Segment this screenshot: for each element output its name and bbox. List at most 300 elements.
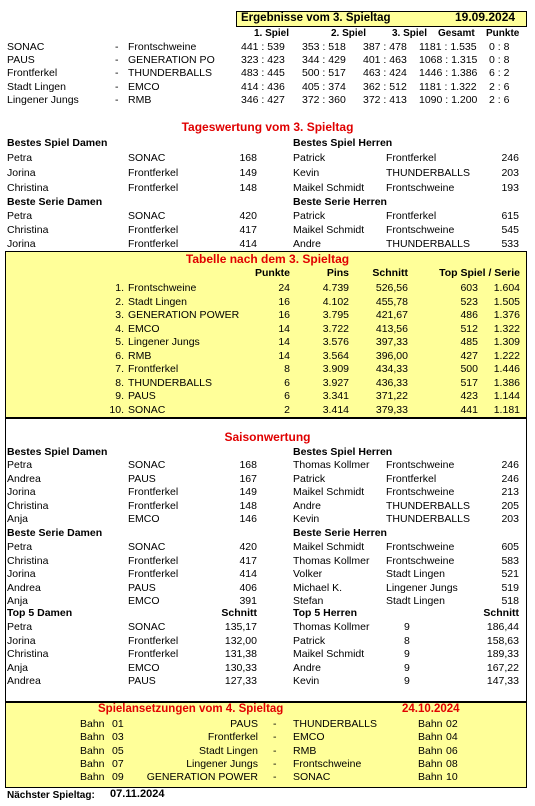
lane-b-label: Bahn bbox=[418, 757, 443, 770]
standing-points: 8 bbox=[284, 363, 290, 375]
result-home-team: PAUS bbox=[7, 54, 35, 67]
person-name: Petra bbox=[7, 459, 33, 471]
saison-spiel-damen-label: Bestes Spiel Damen bbox=[7, 446, 108, 458]
person-value: 205 bbox=[501, 499, 519, 512]
person-team: PAUS bbox=[128, 472, 156, 485]
person-team: Frontferkel bbox=[128, 554, 179, 567]
standing-top-game: 485 bbox=[460, 336, 478, 348]
person-team: THUNDERBALLS bbox=[386, 167, 471, 179]
result-away-team: EMCO bbox=[128, 80, 160, 93]
standing-pins: 3.576 bbox=[322, 336, 349, 348]
person-name: Thomas Kollmer bbox=[293, 459, 370, 471]
result-game2: 344 : 429 bbox=[302, 54, 346, 67]
standing-pins: 3.795 bbox=[322, 309, 349, 321]
person-name: Volker bbox=[293, 568, 323, 580]
result-total: 1090 : 1.200 bbox=[419, 93, 478, 106]
result-points: 2 : 6 bbox=[489, 93, 510, 106]
person-value: 146 bbox=[239, 513, 257, 525]
fixture-separator: - bbox=[273, 744, 277, 757]
person-name: Christina bbox=[7, 554, 49, 567]
person-team: THUNDERBALLS bbox=[386, 238, 471, 250]
person-value: 149 bbox=[239, 167, 257, 179]
standing-top-series: 1.181 bbox=[493, 403, 520, 416]
lane-a-label: Bahn bbox=[80, 731, 105, 744]
person-name: Anja bbox=[7, 595, 29, 607]
person-value: 148 bbox=[239, 499, 257, 512]
standing-top-game: 441 bbox=[460, 403, 478, 416]
saison-serie-herren-label: Beste Serie Herren bbox=[293, 527, 387, 539]
person-team: Frontschweine bbox=[386, 541, 455, 553]
person-team: Frontschweine bbox=[386, 486, 455, 498]
lane-a-label: Bahn bbox=[80, 744, 105, 757]
standing-top-series: 1.386 bbox=[493, 376, 520, 389]
saison-top5-herren-schnitt: Schnitt bbox=[483, 607, 519, 619]
person-value: 132,00 bbox=[224, 634, 257, 647]
standing-rank: 10. bbox=[109, 403, 124, 416]
result-home-team: SONAC bbox=[7, 41, 45, 53]
person-value: 518 bbox=[501, 595, 519, 607]
standing-points: 6 bbox=[284, 376, 290, 389]
person-team: PAUS bbox=[128, 675, 156, 687]
fixture-home-team: GENERATION POWER bbox=[146, 771, 258, 784]
person-name: Patrick bbox=[293, 210, 326, 222]
person-team: EMCO bbox=[128, 513, 160, 525]
person-value: 135,17 bbox=[224, 621, 257, 633]
result-total: 1446 : 1.386 bbox=[419, 67, 478, 80]
result-away-team: GENERATION PO bbox=[128, 54, 215, 67]
person-name: Petra bbox=[7, 152, 33, 164]
result-points: 0 : 8 bbox=[489, 54, 510, 67]
person-team: Frontferkel bbox=[386, 472, 437, 485]
person-name: Petra bbox=[7, 210, 33, 222]
person-name: Thomas Kollmer bbox=[293, 554, 370, 567]
standing-top-series: 1.322 bbox=[493, 322, 520, 335]
saison-title: Saisonwertung bbox=[224, 430, 311, 444]
person-team: Frontferkel bbox=[128, 499, 179, 512]
person-name: Maikel Schmidt bbox=[293, 541, 365, 553]
result-game2: 353 : 518 bbox=[302, 41, 346, 53]
person-team: Frontferkel bbox=[128, 238, 179, 250]
col-spiel2: 2. Spiel bbox=[331, 28, 367, 39]
lane-a-number: 05 bbox=[112, 744, 124, 757]
standing-points: 2 bbox=[284, 403, 290, 416]
person-team: 9 bbox=[404, 675, 410, 687]
person-name: Andrea bbox=[7, 472, 41, 485]
ansetzung-title: Spielansetzungen vom 4. Spieltag bbox=[98, 703, 284, 715]
person-team: PAUS bbox=[128, 581, 156, 594]
person-name: Stefan bbox=[293, 595, 324, 607]
result-game1: 483 : 445 bbox=[241, 67, 285, 80]
result-game3: 463 : 424 bbox=[363, 67, 407, 80]
lane-b-label: Bahn bbox=[418, 718, 443, 730]
person-name: Kevin bbox=[293, 513, 320, 525]
standing-team: Stadt Lingen bbox=[128, 295, 187, 308]
standing-pins: 3.564 bbox=[322, 349, 349, 362]
person-value: 420 bbox=[239, 210, 257, 222]
tageswertung-title: Tageswertung vom 3. Spieltag bbox=[181, 120, 354, 134]
standing-top-game: 423 bbox=[460, 390, 478, 402]
result-away-team: THUNDERBALLS bbox=[128, 67, 213, 80]
person-value: 213 bbox=[501, 486, 519, 498]
person-team: EMCO bbox=[128, 595, 160, 607]
standing-rank: 5. bbox=[115, 336, 124, 348]
standing-top-series: 1.376 bbox=[493, 309, 520, 321]
person-team: SONAC bbox=[128, 541, 166, 553]
tages-spiel-herren-label: Bestes Spiel Herren bbox=[293, 137, 393, 149]
standing-top-game: 603 bbox=[460, 282, 478, 294]
standing-rank: 6. bbox=[115, 349, 124, 362]
result-total: 1068 : 1.315 bbox=[419, 54, 478, 67]
ansetzung-date: 24.10.2024 bbox=[402, 703, 460, 715]
person-value: 246 bbox=[501, 459, 519, 471]
standing-average: 434,33 bbox=[375, 363, 408, 375]
person-name: Christina bbox=[7, 499, 49, 512]
person-value: 148 bbox=[239, 182, 257, 194]
fixture-separator: - bbox=[273, 731, 277, 744]
fixture-separator: - bbox=[273, 718, 277, 730]
person-value: 149 bbox=[239, 486, 257, 498]
lane-a-label: Bahn bbox=[80, 771, 105, 784]
result-game1: 323 : 423 bbox=[241, 54, 285, 67]
result-game3: 401 : 463 bbox=[363, 54, 407, 67]
tabelle-col-punkte: Punkte bbox=[254, 267, 290, 279]
col-spiel3: 3. Spiel bbox=[392, 28, 428, 39]
saison-top5-damen-schnitt: Schnitt bbox=[221, 607, 257, 619]
standing-top-game: 500 bbox=[460, 363, 478, 375]
person-name: Maikel Schmidt bbox=[293, 182, 365, 194]
person-value: 193 bbox=[501, 182, 519, 194]
lane-b-number: 08 bbox=[446, 757, 458, 770]
person-value: 420 bbox=[239, 541, 257, 553]
person-value: 391 bbox=[239, 595, 257, 607]
standing-top-game: 523 bbox=[460, 295, 478, 308]
person-name: Andre bbox=[293, 661, 322, 674]
result-game1: 441 : 539 bbox=[241, 41, 285, 53]
standing-top-game: 512 bbox=[460, 322, 478, 335]
result-game2: 405 : 374 bbox=[302, 80, 346, 93]
tabelle-col-schnitt: Schnitt bbox=[372, 267, 408, 279]
person-name: Andrea bbox=[7, 675, 41, 687]
person-value: 167 bbox=[239, 472, 257, 485]
result-game2: 500 : 517 bbox=[302, 67, 346, 80]
standing-pins: 4.102 bbox=[322, 295, 349, 308]
lane-a-number: 09 bbox=[112, 771, 124, 784]
col-punkte: Punkte bbox=[486, 28, 520, 39]
person-name: Patrick bbox=[293, 472, 326, 485]
person-team: SONAC bbox=[128, 459, 166, 471]
standing-rank: 2. bbox=[115, 295, 124, 308]
person-value: 533 bbox=[501, 238, 519, 250]
person-value: 168 bbox=[239, 459, 257, 471]
standing-points: 24 bbox=[278, 282, 290, 294]
person-name: Jorina bbox=[7, 568, 36, 580]
person-value: 583 bbox=[501, 554, 519, 567]
person-name: Jorina bbox=[7, 634, 36, 647]
lane-a-label: Bahn bbox=[80, 718, 105, 730]
person-team: 9 bbox=[404, 661, 410, 674]
result-game1: 346 : 427 bbox=[241, 93, 285, 106]
person-team: Frontferkel bbox=[386, 210, 437, 222]
person-team: EMCO bbox=[128, 661, 160, 674]
tages-spiel-damen-label: Bestes Spiel Damen bbox=[7, 137, 108, 149]
result-home-team: Frontferkel bbox=[7, 67, 58, 80]
result-home-team: Lingener Jungs bbox=[7, 93, 79, 106]
saison-spiel-herren-label: Bestes Spiel Herren bbox=[293, 446, 393, 458]
standing-pins: 4.739 bbox=[322, 282, 349, 294]
result-away-team: Frontschweine bbox=[128, 41, 197, 53]
person-value: 406 bbox=[239, 581, 257, 594]
standing-rank: 1. bbox=[115, 282, 124, 294]
result-separator: - bbox=[115, 41, 119, 53]
fixture-home-team: Frontferkel bbox=[207, 731, 258, 744]
lane-b-label: Bahn bbox=[418, 731, 443, 744]
standing-points: 16 bbox=[278, 295, 290, 308]
col-spiel1: 1. Spiel bbox=[254, 28, 290, 39]
person-value: 246 bbox=[501, 472, 519, 485]
person-name: Christina bbox=[7, 648, 49, 660]
person-value: 414 bbox=[239, 238, 257, 250]
col-gesamt: Gesamt bbox=[438, 28, 475, 39]
person-name: Christina bbox=[7, 224, 49, 236]
person-team: Stadt Lingen bbox=[386, 568, 445, 580]
fixture-separator: - bbox=[273, 771, 277, 784]
person-name: Maikel Schmidt bbox=[293, 224, 365, 236]
standing-team: SONAC bbox=[128, 403, 166, 416]
person-team: Lingener Jungs bbox=[386, 581, 458, 594]
person-name: Patrick bbox=[293, 634, 326, 647]
person-value: 521 bbox=[501, 568, 519, 580]
person-value: 203 bbox=[501, 513, 519, 525]
person-value: 189,33 bbox=[486, 648, 519, 660]
standing-team: Frontschweine bbox=[128, 282, 197, 294]
person-value: 203 bbox=[501, 167, 519, 179]
fixture-away-team: EMCO bbox=[293, 731, 325, 744]
person-value: 131,38 bbox=[224, 648, 257, 660]
standing-average: 455,78 bbox=[375, 295, 408, 308]
standing-points: 14 bbox=[278, 322, 290, 335]
person-team: SONAC bbox=[128, 621, 166, 633]
lane-b-label: Bahn bbox=[418, 744, 443, 757]
person-value: 130,33 bbox=[224, 661, 257, 674]
result-points: 6 : 2 bbox=[489, 67, 510, 80]
person-team: SONAC bbox=[128, 210, 166, 222]
person-team: Frontferkel bbox=[128, 167, 179, 179]
person-value: 158,63 bbox=[486, 634, 519, 647]
lane-a-number: 03 bbox=[112, 731, 124, 744]
standing-points: 14 bbox=[278, 336, 290, 348]
standing-team: GENERATION POWER bbox=[128, 309, 240, 321]
standing-pins: 3.341 bbox=[322, 390, 349, 402]
standing-top-series: 1.309 bbox=[493, 336, 520, 348]
lane-b-number: 06 bbox=[446, 744, 458, 757]
fixture-home-team: PAUS bbox=[230, 718, 258, 730]
person-value: 127,33 bbox=[224, 675, 257, 687]
standing-top-game: 517 bbox=[460, 376, 478, 389]
results-date: 19.09.2024 bbox=[455, 10, 516, 24]
result-separator: - bbox=[115, 80, 119, 93]
standing-average: 379,33 bbox=[375, 403, 408, 416]
standing-team: THUNDERBALLS bbox=[128, 376, 213, 389]
person-team: 9 bbox=[404, 621, 410, 633]
person-name: Petra bbox=[7, 621, 33, 633]
person-team: Stadt Lingen bbox=[386, 595, 445, 607]
lane-b-number: 04 bbox=[446, 731, 458, 744]
person-name: Patrick bbox=[293, 152, 326, 164]
person-value: 519 bbox=[501, 581, 519, 594]
lane-a-number: 01 bbox=[112, 718, 124, 730]
tabelle-title: Tabelle nach dem 3. Spieltag bbox=[185, 252, 350, 266]
standing-team: EMCO bbox=[128, 322, 160, 335]
person-value: 545 bbox=[501, 224, 519, 236]
standing-team: RMB bbox=[128, 349, 152, 362]
fixture-home-team: Stadt Lingen bbox=[199, 744, 258, 757]
standing-rank: 8. bbox=[115, 376, 124, 389]
tages-serie-damen-label: Beste Serie Damen bbox=[7, 196, 103, 208]
fixture-away-team: SONAC bbox=[293, 771, 331, 784]
result-points: 0 : 8 bbox=[489, 41, 510, 53]
next-matchday-date: 07.11.2024 bbox=[110, 788, 165, 800]
person-team: SONAC bbox=[128, 152, 166, 164]
saison-top5-herren-label: Top 5 Herren bbox=[293, 607, 357, 619]
person-team: Frontferkel bbox=[128, 634, 179, 647]
standing-points: 6 bbox=[284, 390, 290, 402]
standing-top-series: 1.222 bbox=[493, 349, 520, 362]
result-game2: 372 : 360 bbox=[302, 93, 346, 106]
fixture-home-team: Lingener Jungs bbox=[186, 757, 258, 770]
person-value: 615 bbox=[501, 210, 519, 222]
person-value: 417 bbox=[239, 554, 257, 567]
standing-pins: 3.909 bbox=[322, 363, 349, 375]
result-away-team: RMB bbox=[128, 93, 152, 106]
standing-average: 436,33 bbox=[375, 376, 408, 389]
person-name: Anja bbox=[7, 513, 29, 525]
results-title: Ergebnisse vom 3. Spieltag bbox=[241, 12, 391, 24]
tabelle-col-top: Top Spiel / Serie bbox=[439, 267, 520, 279]
standing-average: 413,56 bbox=[375, 322, 408, 335]
result-game3: 362 : 512 bbox=[363, 80, 407, 93]
standing-team: Frontferkel bbox=[128, 363, 179, 375]
standing-rank: 9. bbox=[115, 390, 124, 402]
lane-b-number: 02 bbox=[446, 718, 458, 730]
standing-top-game: 486 bbox=[460, 309, 478, 321]
result-game3: 387 : 478 bbox=[363, 41, 407, 53]
person-value: 417 bbox=[239, 224, 257, 236]
standing-top-game: 427 bbox=[460, 349, 478, 362]
person-value: 168 bbox=[239, 152, 257, 164]
lane-b-number: 10 bbox=[446, 771, 458, 784]
person-value: 186,44 bbox=[486, 621, 519, 633]
person-name: Kevin bbox=[293, 167, 320, 179]
result-home-team: Stadt Lingen bbox=[7, 80, 66, 93]
standing-pins: 3.414 bbox=[322, 403, 349, 416]
lane-a-number: 07 bbox=[112, 757, 124, 770]
person-name: Petra bbox=[7, 541, 33, 553]
saison-top5-damen-label: Top 5 Damen bbox=[7, 607, 73, 619]
standing-points: 14 bbox=[278, 349, 290, 362]
standing-rank: 3. bbox=[115, 309, 124, 321]
saison-serie-damen-label: Beste Serie Damen bbox=[7, 527, 103, 539]
standing-rank: 7. bbox=[115, 363, 124, 375]
person-team: Frontschweine bbox=[386, 182, 455, 194]
person-name: Jorina bbox=[7, 238, 36, 250]
standing-team: Lingener Jungs bbox=[128, 336, 200, 348]
result-total: 1181 : 1.535 bbox=[419, 41, 477, 53]
person-team: Frontferkel bbox=[128, 224, 179, 236]
person-value: 414 bbox=[239, 568, 257, 580]
person-value: 167,22 bbox=[486, 661, 519, 674]
next-matchday-label: Nächster Spieltag: bbox=[7, 790, 95, 801]
lane-b-label: Bahn bbox=[418, 771, 443, 784]
lane-a-label: Bahn bbox=[80, 757, 105, 770]
person-name: Jorina bbox=[7, 486, 36, 498]
result-game1: 414 : 436 bbox=[241, 80, 285, 93]
person-team: Frontferkel bbox=[128, 182, 179, 194]
standing-average: 371,22 bbox=[375, 390, 408, 402]
standing-average: 421,67 bbox=[375, 309, 408, 321]
person-team: Frontschweine bbox=[386, 554, 455, 567]
person-team: Frontschweine bbox=[386, 224, 455, 236]
person-value: 246 bbox=[501, 152, 519, 164]
person-team: THUNDERBALLS bbox=[386, 499, 471, 512]
standing-pins: 3.722 bbox=[322, 322, 349, 335]
fixture-away-team: RMB bbox=[293, 744, 317, 757]
result-separator: - bbox=[115, 93, 119, 106]
person-name: Michael K. bbox=[293, 581, 343, 594]
person-team: 8 bbox=[404, 634, 410, 647]
person-team: 9 bbox=[404, 648, 410, 660]
result-points: 2 : 6 bbox=[489, 80, 510, 93]
person-team: THUNDERBALLS bbox=[386, 513, 471, 525]
result-separator: - bbox=[115, 54, 119, 67]
standing-average: 396,00 bbox=[375, 349, 408, 362]
result-separator: - bbox=[115, 67, 119, 80]
standing-top-series: 1.144 bbox=[493, 390, 520, 402]
person-name: Thomas Kollmer bbox=[293, 621, 370, 633]
person-team: Frontferkel bbox=[386, 152, 437, 164]
person-name: Maikel Schmidt bbox=[293, 486, 365, 498]
fixture-separator: - bbox=[273, 757, 277, 770]
fixture-away-team: Frontschweine bbox=[293, 757, 362, 770]
tabelle-col-pins: Pins bbox=[326, 267, 349, 279]
person-value: 605 bbox=[501, 541, 519, 553]
standing-rank: 4. bbox=[115, 322, 124, 335]
person-team: Frontferkel bbox=[128, 568, 179, 580]
tages-serie-herren-label: Beste Serie Herren bbox=[293, 196, 387, 208]
result-game3: 372 : 413 bbox=[363, 93, 407, 106]
result-total: 1181 : 1.322 bbox=[419, 80, 477, 93]
person-team: Frontferkel bbox=[128, 486, 179, 498]
person-name: Andrea bbox=[7, 581, 41, 594]
fixture-away-team: THUNDERBALLS bbox=[293, 718, 378, 730]
standing-average: 397,33 bbox=[375, 336, 408, 348]
person-name: Jorina bbox=[7, 167, 36, 179]
person-team: Frontschweine bbox=[386, 459, 455, 471]
standing-pins: 3.927 bbox=[322, 376, 349, 389]
person-name: Kevin bbox=[293, 675, 320, 687]
standing-average: 526,56 bbox=[375, 282, 408, 294]
standing-team: PAUS bbox=[128, 390, 156, 402]
person-value: 147,33 bbox=[486, 675, 519, 687]
standing-top-series: 1.446 bbox=[493, 363, 520, 375]
standing-points: 16 bbox=[278, 309, 290, 321]
person-name: Anja bbox=[7, 661, 29, 674]
person-name: Andre bbox=[293, 238, 322, 250]
person-name: Andre bbox=[293, 499, 322, 512]
standing-top-series: 1.604 bbox=[493, 282, 520, 294]
person-name: Maikel Schmidt bbox=[293, 648, 365, 660]
person-name: Christina bbox=[7, 182, 49, 194]
person-team: Frontferkel bbox=[128, 648, 179, 660]
